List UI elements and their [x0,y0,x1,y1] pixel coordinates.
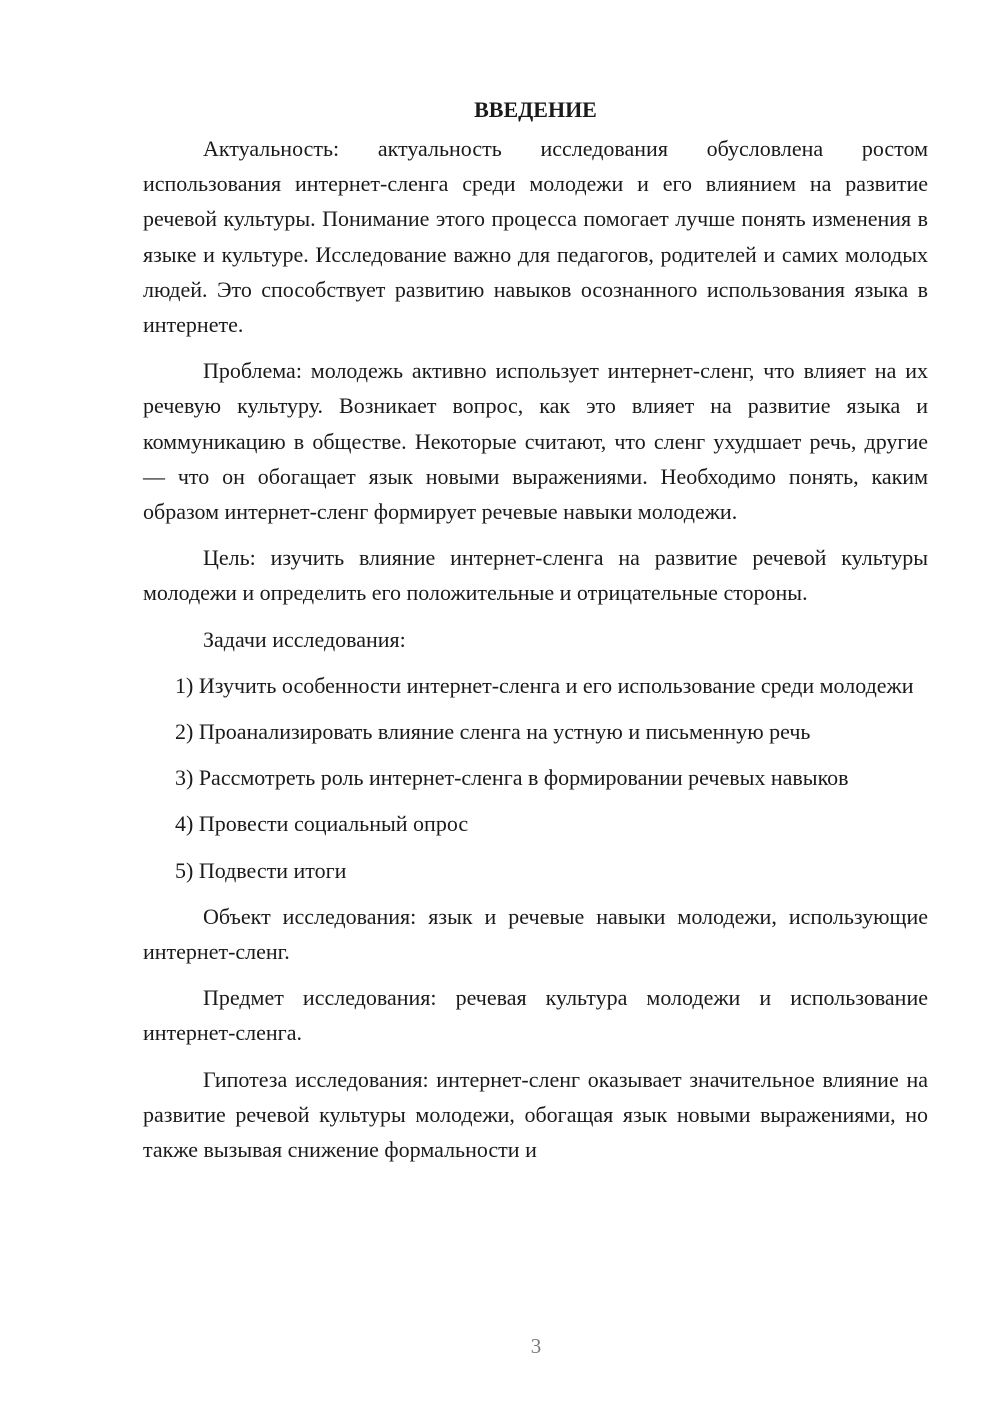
section-title: ВВЕДЕНИЕ [474,97,597,122]
paragraph-problem: Проблема: молодежь активно использует интернет-сленг, что влияет на их речевую культуру. Возникает вопрос, как это влияет на развитие языка и коммуникацию в обществе. Некоторые считают, что сленг ухудшает речь, другие — что он обогащает язык новыми выражениями. Необходимо понять, каким образом интернет-сленг формирует речевые навыки молодежи. [143,358,928,525]
paragraph-goal: Цель: изучить влияние интернет-сленга на развитие речевой культуры молодежи и определить его положительные и отрицательные стороны. [143,545,928,606]
task-item-2: 2) Проанализировать влияние сленга на устную и письменную речь [175,719,811,745]
paragraph-relevance: Актуальность: актуальность исследования обусловлена ростом использования интернет-сленга среди молодежи и его влиянием на развитие речевой культуры. Понимание этого процесса помогает лучше понять изменения в языке и культуре. Исследование важно для педагогов, родителей и самих молодых людей. Это способствует развитию навыков осознанного использования языка в интернете. [143,136,928,338]
task-item-1: 1) Изучить особенности интернет-сленга и его использование среди молодежи [175,672,914,698]
document-page [143,92,928,1178]
page-number: 3 [530,1334,542,1358]
paragraph-object: Объект исследования: язык и речевые навыки молодежи, использующие интернет-сленг. [143,903,928,965]
paragraph-subject: Предмет исследования: речевая культура молодежи и использование интернет-сленга. [143,985,928,1046]
paragraph-tasks-heading: Задачи исследования: [203,626,406,652]
task-item-3: 3) Рассмотреть роль интернет-сленга в формировании речевых навыков [175,765,849,791]
task-item-4: 4) Провести социальный опрос [175,811,469,837]
task-item-5: 5) Подвести итоги [175,857,347,883]
paragraph-hypothesis: Гипотеза исследования: интернет-сленг оказывает значительное влияние на развитие речевой культуры молодежи, обогащая язык новыми выражениями, но также вызывая снижение формальности и [143,1066,928,1163]
